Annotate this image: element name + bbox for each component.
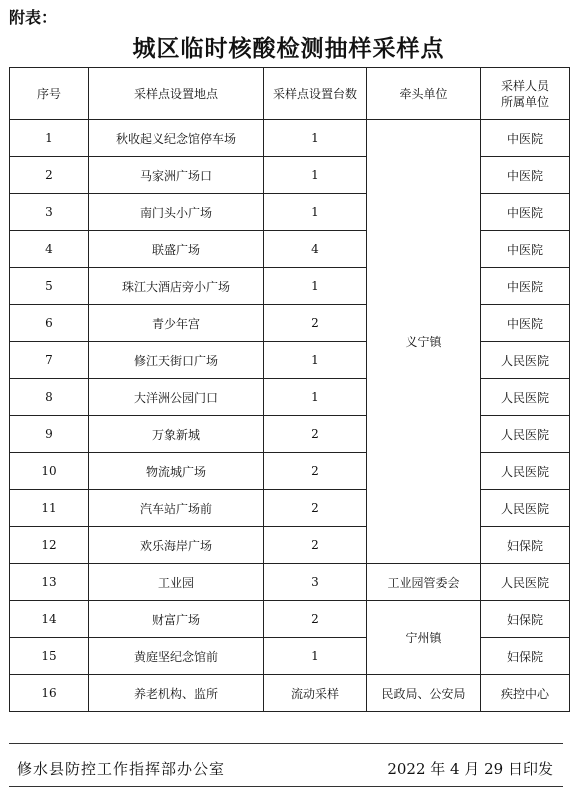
cell-count: 1 [264, 638, 367, 675]
cell-seq: 2 [10, 157, 89, 194]
header-staff-unit-line2: 所属单位 [500, 94, 549, 109]
sampling-points-table [9, 67, 570, 712]
footer-date: 2022 年 4 月 29 日印发 [387, 760, 553, 778]
cell-staff-unit: 人民医院 [481, 453, 570, 490]
cell-staff-unit: 妇保院 [481, 638, 570, 675]
cell-seq: 7 [10, 342, 89, 379]
table-row [10, 157, 570, 194]
cell-lead-unit: 义宁镇 [367, 120, 481, 564]
cell-location: 马家洲广场口 [89, 157, 264, 194]
cell-count: 2 [264, 453, 367, 490]
cell-staff-unit: 中医院 [481, 305, 570, 342]
cell-location: 工业园 [89, 564, 264, 601]
table-header-row [10, 68, 570, 120]
cell-count: 2 [264, 416, 367, 453]
cell-count: 2 [264, 305, 367, 342]
cell-count: 1 [264, 194, 367, 231]
cell-seq: 15 [10, 638, 89, 675]
footer-bottom-rule [9, 786, 563, 787]
cell-seq: 16 [10, 675, 89, 712]
cell-location: 大洋洲公园门口 [89, 379, 264, 416]
cell-staff-unit: 人民医院 [481, 416, 570, 453]
table-row [10, 453, 570, 490]
cell-seq: 8 [10, 379, 89, 416]
cell-staff-unit: 人民医院 [481, 379, 570, 416]
header-seq: 序号 [10, 68, 89, 120]
cell-count: 3 [264, 564, 367, 601]
cell-count: 4 [264, 231, 367, 268]
cell-location: 万象新城 [89, 416, 264, 453]
cell-count: 1 [264, 379, 367, 416]
cell-location: 修江天街口广场 [89, 342, 264, 379]
footer-issuer: 修水县防控工作指挥部办公室 [17, 760, 226, 778]
cell-staff-unit: 中医院 [481, 231, 570, 268]
cell-staff-unit: 妇保院 [481, 601, 570, 638]
cell-location: 欢乐海岸广场 [89, 527, 264, 564]
table-row [10, 601, 570, 638]
cell-seq: 13 [10, 564, 89, 601]
cell-seq: 10 [10, 453, 89, 490]
cell-staff-unit: 中医院 [481, 120, 570, 157]
cell-seq: 6 [10, 305, 89, 342]
table-row [10, 194, 570, 231]
cell-location: 财富广场 [89, 601, 264, 638]
table-row [10, 527, 570, 564]
table-row [10, 231, 570, 268]
table-row [10, 268, 570, 305]
cell-staff-unit: 中医院 [481, 157, 570, 194]
cell-location: 黄庭坚纪念馆前 [89, 638, 264, 675]
appendix-label: 附表： [9, 8, 58, 27]
cell-staff-unit: 中医院 [481, 194, 570, 231]
header-location: 采样点设置地点 [89, 68, 264, 120]
table-row [10, 342, 570, 379]
cell-staff-unit: 人民医院 [481, 490, 570, 527]
cell-seq: 9 [10, 416, 89, 453]
cell-count: 1 [264, 342, 367, 379]
cell-seq: 4 [10, 231, 89, 268]
cell-lead-unit: 民政局、公安局 [367, 675, 481, 712]
header-staff-unit-line1: 采样人员 [500, 78, 549, 93]
cell-location: 南门头小广场 [89, 194, 264, 231]
cell-lead-unit: 工业园管委会 [367, 564, 481, 601]
cell-location: 青少年宫 [89, 305, 264, 342]
header-lead-unit: 牵头单位 [367, 68, 481, 120]
table-row [10, 675, 570, 712]
cell-seq: 12 [10, 527, 89, 564]
table-row [10, 490, 570, 527]
cell-seq: 11 [10, 490, 89, 527]
cell-staff-unit: 疾控中心 [481, 675, 570, 712]
cell-count: 1 [264, 157, 367, 194]
cell-location: 汽车站广场前 [89, 490, 264, 527]
table-row [10, 379, 570, 416]
cell-location: 珠江大酒店旁小广场 [89, 268, 264, 305]
cell-count: 1 [264, 268, 367, 305]
cell-count: 2 [264, 601, 367, 638]
cell-location: 养老机构、监所 [89, 675, 264, 712]
cell-staff-unit: 妇保院 [481, 527, 570, 564]
cell-staff-unit: 人民医院 [481, 342, 570, 379]
cell-lead-unit: 宁州镇 [367, 601, 481, 675]
cell-count: 2 [264, 527, 367, 564]
footer-top-rule [9, 743, 563, 744]
cell-seq: 5 [10, 268, 89, 305]
table-row [10, 305, 570, 342]
table-row [10, 638, 570, 675]
cell-count: 1 [264, 120, 367, 157]
cell-location: 秋收起义纪念馆停车场 [89, 120, 264, 157]
cell-count: 流动采样 [264, 675, 367, 712]
cell-count: 2 [264, 490, 367, 527]
table-row [10, 564, 570, 601]
cell-seq: 1 [10, 120, 89, 157]
table-row [10, 120, 570, 157]
cell-staff-unit: 中医院 [481, 268, 570, 305]
table-row [10, 416, 570, 453]
header-staff-unit [481, 68, 570, 120]
header-count: 采样点设置台数 [264, 68, 367, 120]
cell-seq: 14 [10, 601, 89, 638]
document-title: 城区临时核酸检测抽样采样点 [132, 36, 445, 62]
cell-staff-unit: 人民医院 [481, 564, 570, 601]
cell-location: 物流城广场 [89, 453, 264, 490]
cell-seq: 3 [10, 194, 89, 231]
cell-location: 联盛广场 [89, 231, 264, 268]
